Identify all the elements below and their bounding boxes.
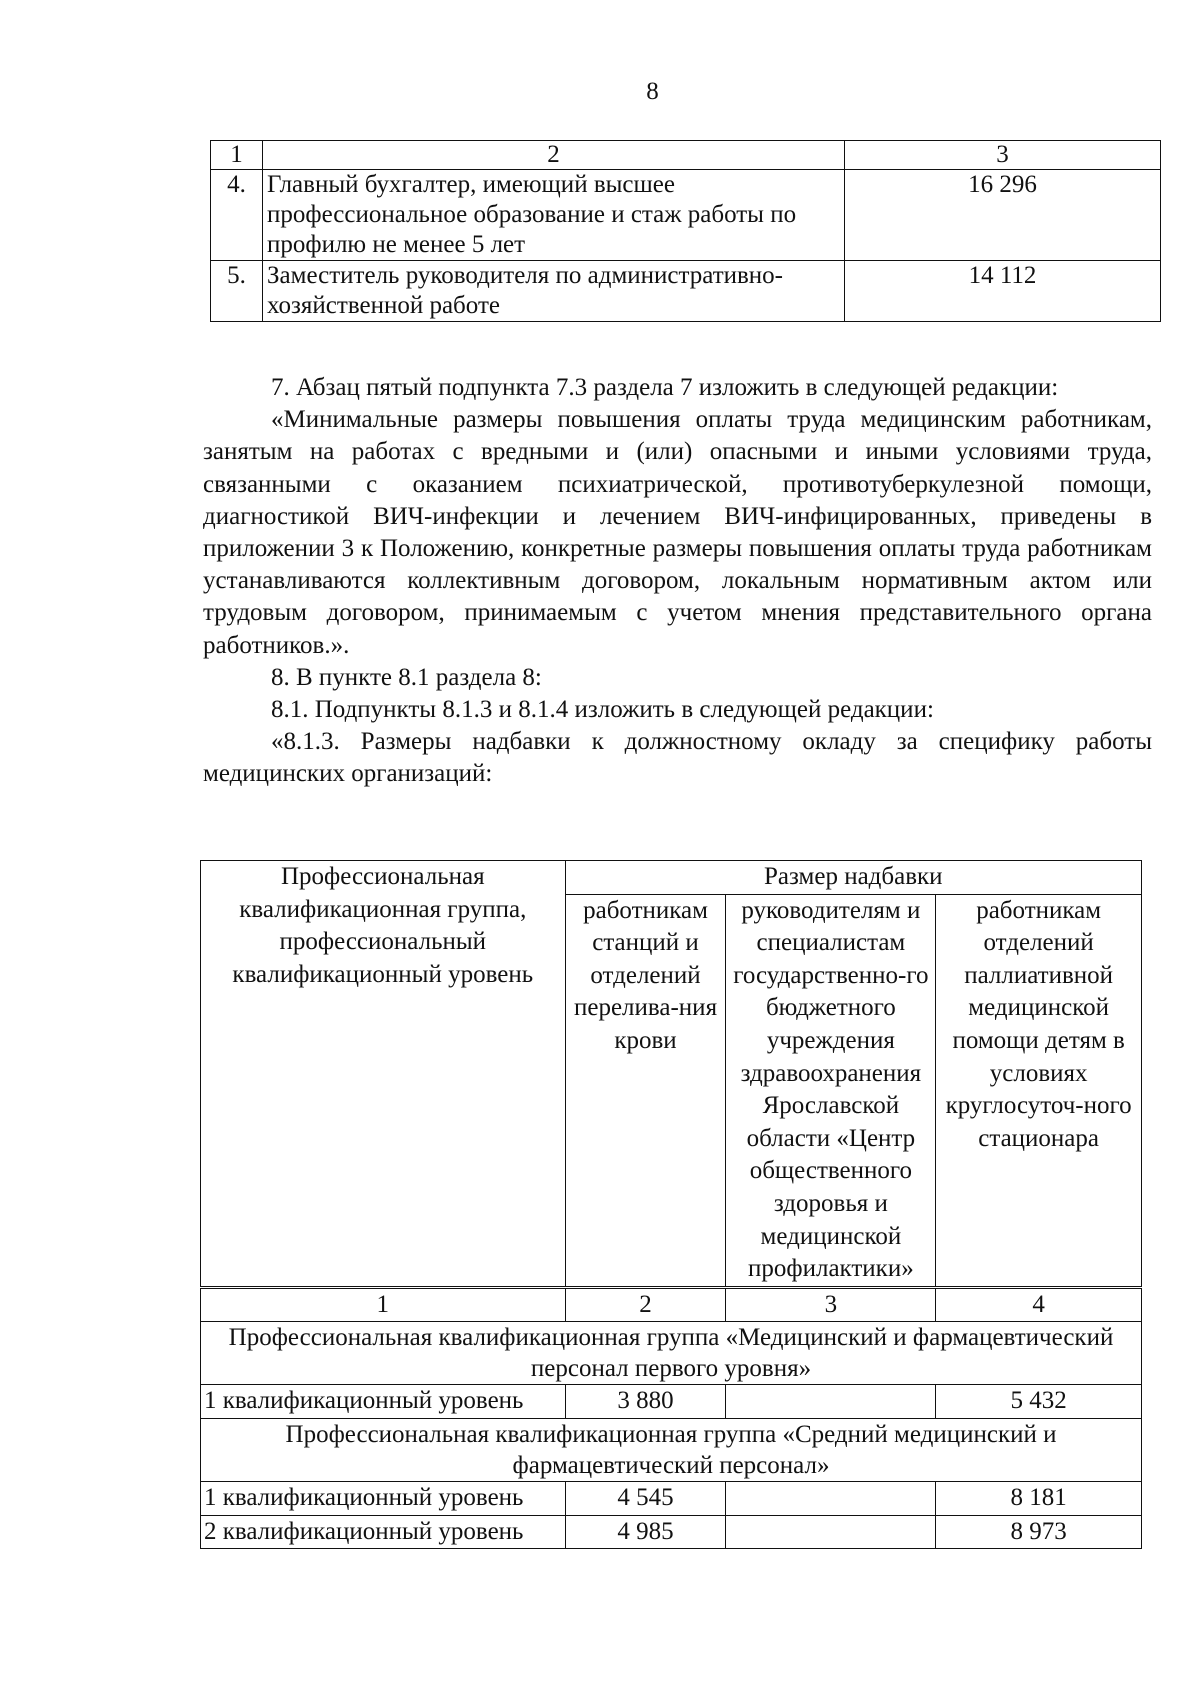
row-number: 5. <box>211 261 263 322</box>
allowance-value: 8 973 <box>936 1515 1142 1549</box>
group-title: Профессиональная квалификационная группа «Средний медицинский и фармацевтический персонал» <box>201 1418 1142 1481</box>
column-number: 3 <box>845 141 1161 170</box>
allowance-value: 4 985 <box>565 1515 726 1549</box>
column-number: 3 <box>726 1287 936 1322</box>
column-number: 2 <box>565 1287 726 1322</box>
allowance-value <box>726 1481 936 1515</box>
table-header-row <box>211 141 1161 170</box>
column-number: 1 <box>211 141 263 170</box>
page-number: 8 <box>646 78 659 105</box>
row-number: 4. <box>211 170 263 261</box>
table-row <box>211 170 1161 261</box>
position-title: Заместитель руководителя по административно-хозяйственной работе <box>263 261 845 322</box>
qualification-group-header: Профессиональная квалификационная группа, профессиональный квалификационный уровень <box>201 861 566 1288</box>
salary-table-continuation <box>210 140 1161 322</box>
column-number: 4 <box>936 1287 1142 1322</box>
qualification-level: 1 квалификационный уровень <box>201 1481 566 1515</box>
column-number: 2 <box>263 141 845 170</box>
salary-value: 16 296 <box>845 170 1161 261</box>
body-text <box>203 372 1152 791</box>
qualification-level: 2 квалификационный уровень <box>201 1515 566 1549</box>
paragraph-8: 8. В пункте 8.1 раздела 8: <box>271 663 542 691</box>
position-title: Главный бухгалтер, имеющий высшее профессиональное образование и стаж работы по профилю не менее 5 лет <box>263 170 845 261</box>
subheader-blood-transfusion: работникам станций и отделений перелива-ния крови <box>565 894 726 1287</box>
paragraph-8-1-3: «8.1.3. Размеры надбавки к должностному окладу за специфику работы медицинских организаций: <box>203 728 1152 788</box>
table-row <box>201 1481 1142 1515</box>
table-row <box>201 1385 1142 1419</box>
allowance-value <box>726 1515 936 1549</box>
paragraph-quote: «Минимальные размеры повышения оплаты труда медицинским работникам, занятым на работах с вредными и (или) опасными и иными условиями труда, связанными с оказанием психиатрической, противотуберкулезной помощи, диагностикой ВИЧ-инфекции и лечением ВИЧ-инфицированных, приведены в приложении 3 к Положению, конкретные размеры повышения оплаты труда работникам устанавливаются коллективным договором, локальным нормативным актом или трудовым договором, принимаемым с учетом мнения представительного органа работников.». <box>203 406 1152 659</box>
allowance-value: 4 545 <box>565 1481 726 1515</box>
allowance-value: 5 432 <box>936 1385 1142 1419</box>
allowance-size-header: Размер надбавки <box>565 861 1141 895</box>
allowance-value: 8 181 <box>936 1481 1142 1515</box>
table-row <box>211 261 1161 322</box>
allowance-value: 3 880 <box>565 1385 726 1419</box>
table-header-row <box>201 861 1142 895</box>
column-number: 1 <box>201 1287 566 1322</box>
column-numbers-row <box>201 1287 1142 1322</box>
qualification-level: 1 квалификационный уровень <box>201 1385 566 1419</box>
paragraph-7: 7. Абзац пятый подпункта 7.3 раздела 7 изложить в следующей редакции: <box>271 374 1059 401</box>
group-title-row <box>201 1418 1142 1481</box>
group-title: Профессиональная квалификационная группа «Медицинский и фармацевтический персонал первого уровня» <box>201 1322 1142 1385</box>
subheader-public-health-center: руководителям и специалистам государственно-го бюджетного учреждения здравоохранения Ярославской области «Центр общественного здоровья и медицинской профилактики» <box>726 894 936 1287</box>
allowance-value <box>726 1385 936 1419</box>
table-row <box>201 1515 1142 1549</box>
subheader-palliative-care: работникам отделений паллиативной медицинской помощи детям в условиях круглосуточ-ного стационара <box>936 894 1142 1287</box>
paragraph-8-1: 8.1. Подпункты 8.1.3 и 8.1.4 изложить в следующей редакции: <box>271 696 934 724</box>
group-title-row <box>201 1322 1142 1385</box>
allowance-table <box>200 860 1142 1549</box>
salary-value: 14 112 <box>845 261 1161 322</box>
